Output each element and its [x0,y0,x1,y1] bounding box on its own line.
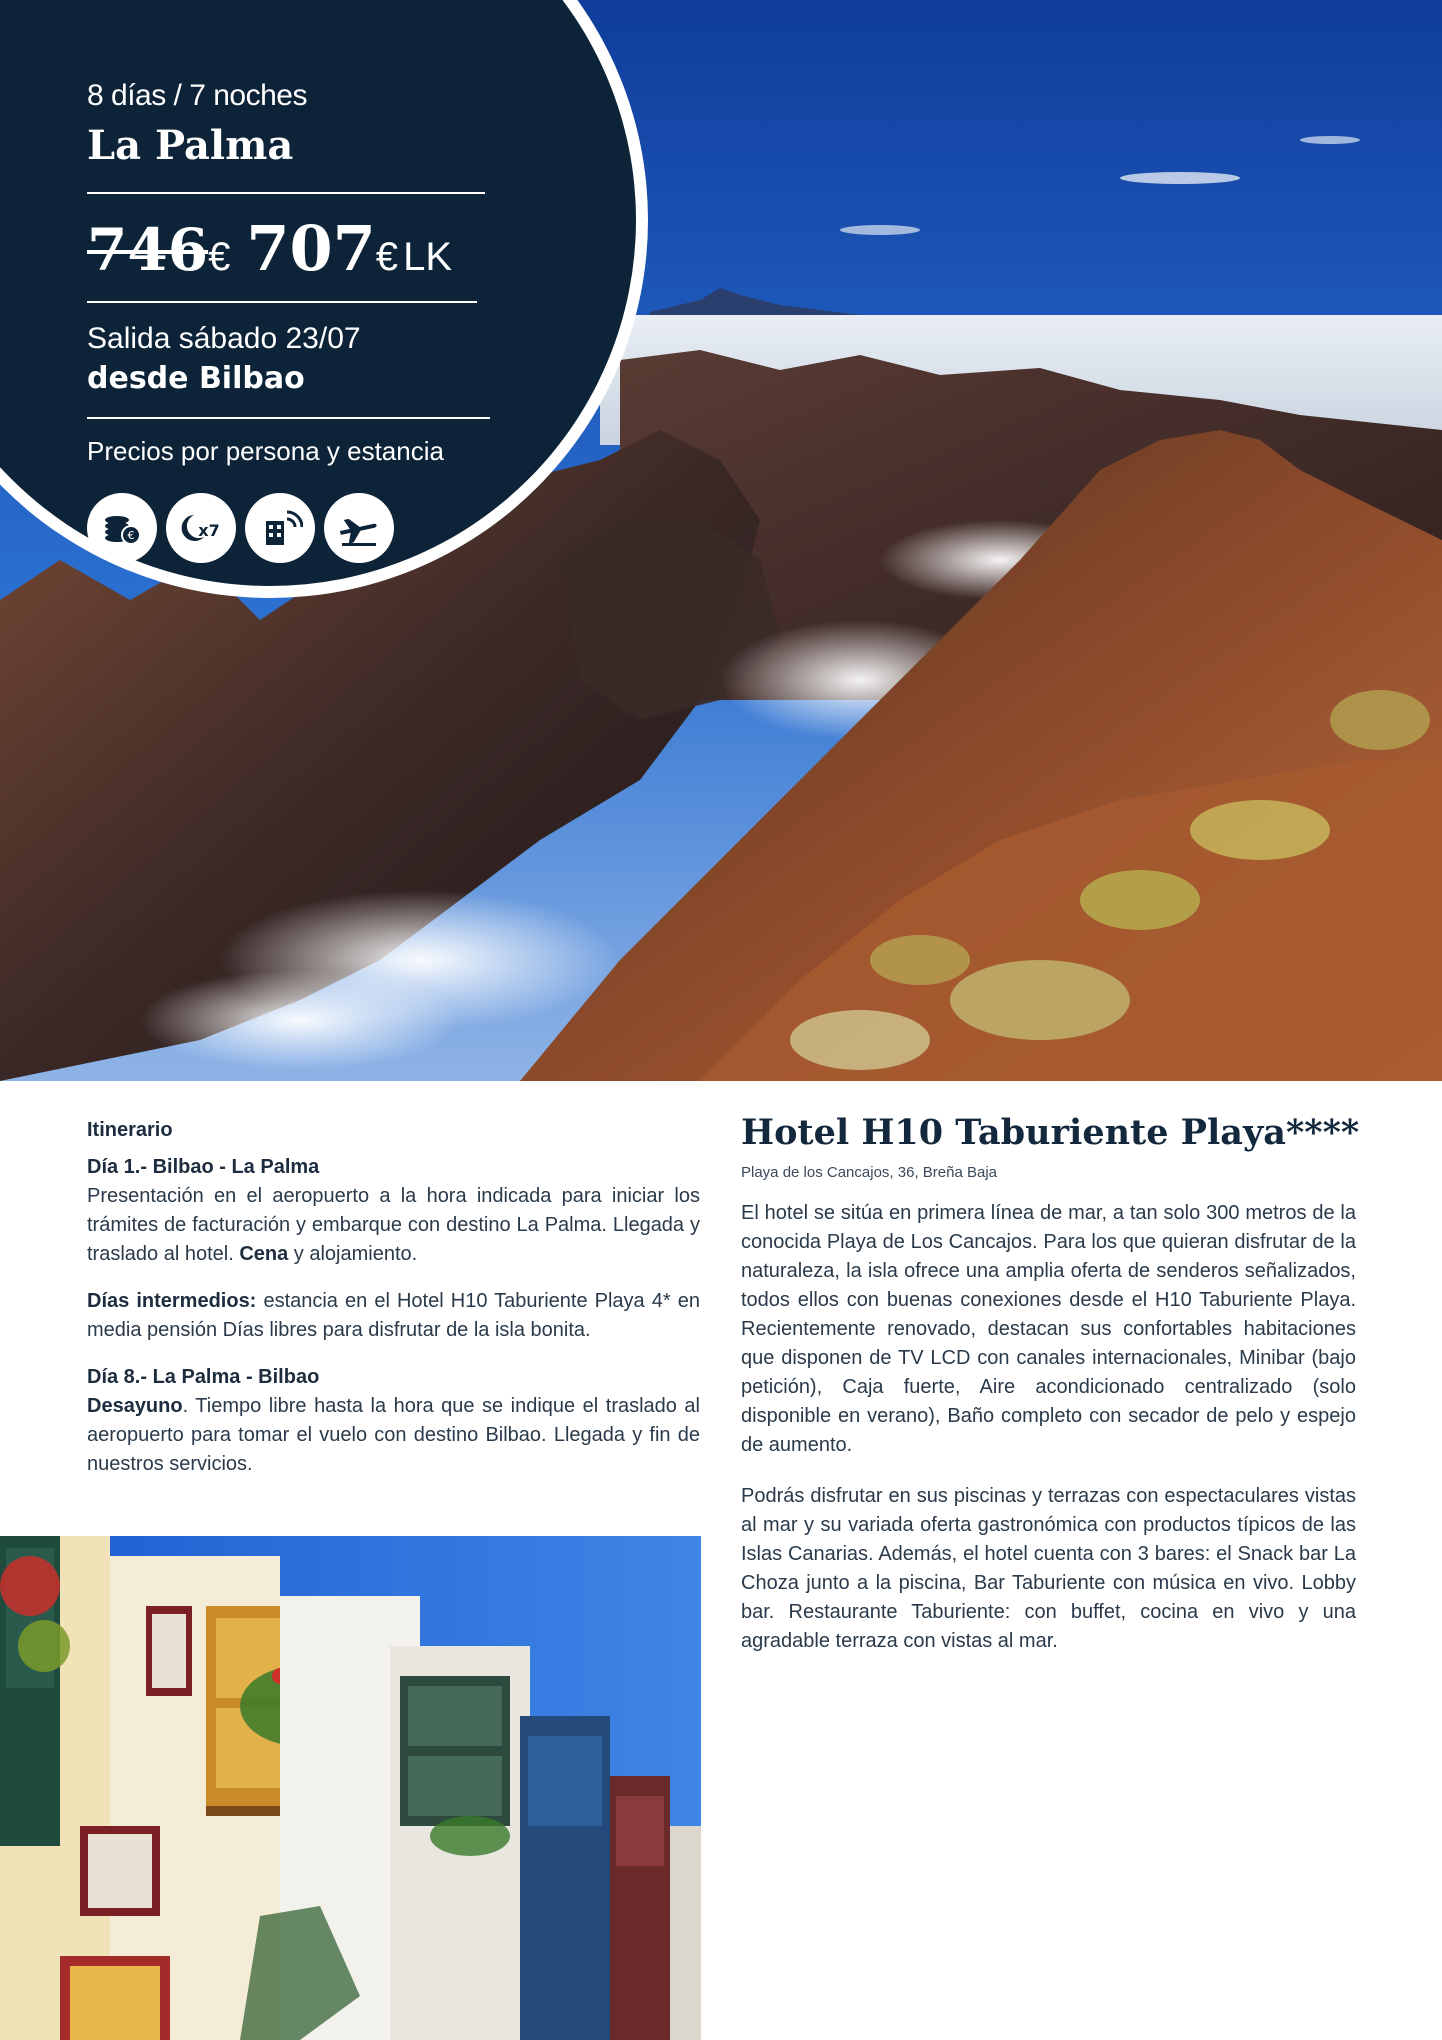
street-illustration [0,1536,701,2040]
price-note: Precios por persona y estancia [87,436,444,466]
hotel-name: Hotel H10 Taburiente Playa**** [741,1112,1360,1153]
street-balconies-photo [0,1536,701,2040]
price-row [87,212,492,285]
price-code: LK [403,235,453,279]
day8-text: . Tiempo libre hasta la hora que se indique el traslado al aeropuerto para tomar el vuelo con destino Bilbao. Llegada y fin de nuestros servicios. [87,1395,700,1475]
old-price-value: 746 [87,216,209,284]
day8-description [87,1392,700,1479]
new-price-currency: € [375,235,398,279]
nights-count: x7 [198,521,220,540]
day8-breakfast: Desayuno [87,1395,183,1417]
itinerary-section [87,1116,700,1497]
itinerary-label: Itinerario [87,1119,173,1141]
new-price-value: 707 [246,212,376,285]
day1-text: Presentación en el aeropuerto a la hora indicada para iniciar los trámites de facturación y embarque con destino La Palma. Llegada y traslado al hotel. [87,1185,700,1265]
new-price [246,212,452,285]
day1-title: Día 1.- Bilbao - La Palma [87,1156,320,1178]
intermediate-days [87,1287,700,1345]
divider [87,417,490,419]
day1-text-end: y alojamiento. [288,1243,418,1265]
airplane-icon [324,493,394,563]
old-price [87,216,230,284]
svg-text:€: € [127,529,135,542]
trip-duration: 8 días / 7 noches [87,79,307,112]
moon-x7-icon [166,493,236,563]
day1-dinner: Cena [239,1243,289,1265]
intermediate-days-label: Días intermedios: [87,1290,257,1312]
hotel-section [741,1110,1360,1678]
hotel-description: El hotel se sitúa en primera línea de mar, a tan solo 300 metros de la conocida Playa de Los Cancajos. Para los que quieran disfrutar de la naturaleza, la isla ofrece una amplia oferta de senderos señalizados, todos ellos con buenas conexiones desde el H10 Taburiente Playa. Recientemente renovado, destacan sus confortables habitaciones que disponen de TV LCD con canales internacionales, Minibar (bajo petición), Caja fuerte, Aire acondicionado centralizado (solo disponible en verano), Baño completo con secador de pelo y espejo de aumento. [741,1202,1356,1456]
departure-date: Salida sábado 23/07 [87,322,361,355]
departure-origin: desde Bilbao [87,361,305,396]
money-coins-icon [87,493,157,563]
divider [87,192,485,194]
hotel-address: Playa de los Cancajos, 36, Breña Baja [741,1164,997,1181]
offer-badge [87,72,492,563]
intermediate-days-text: estancia en el Hotel H10 Taburiente Playa 4* en media pensión Días libres para disfrutar de la isla bonita. [87,1290,700,1341]
included-services-icons [87,493,492,563]
day8-title: Día 8.- La Palma - Bilbao [87,1366,320,1388]
destination-title: La Palma [87,122,294,169]
divider [87,301,477,303]
hotel-wifi-icon [245,493,315,563]
old-price-currency: € [208,235,231,279]
day1-description [87,1182,700,1269]
hotel-amenities: Podrás disfrutar en sus piscinas y terrazas con espectaculares vistas al mar y su variada oferta gastronómica con productos típicos de las Islas Canarias. Además, el hotel cuenta con 3 bares: el Snack bar La Choza junto a la piscina, Bar Taburiente con música en vivo. Lobby bar. Restaurante Taburiente: con buffet, cocina en vivo y una agradable terraza con vistas al mar. [741,1485,1356,1652]
